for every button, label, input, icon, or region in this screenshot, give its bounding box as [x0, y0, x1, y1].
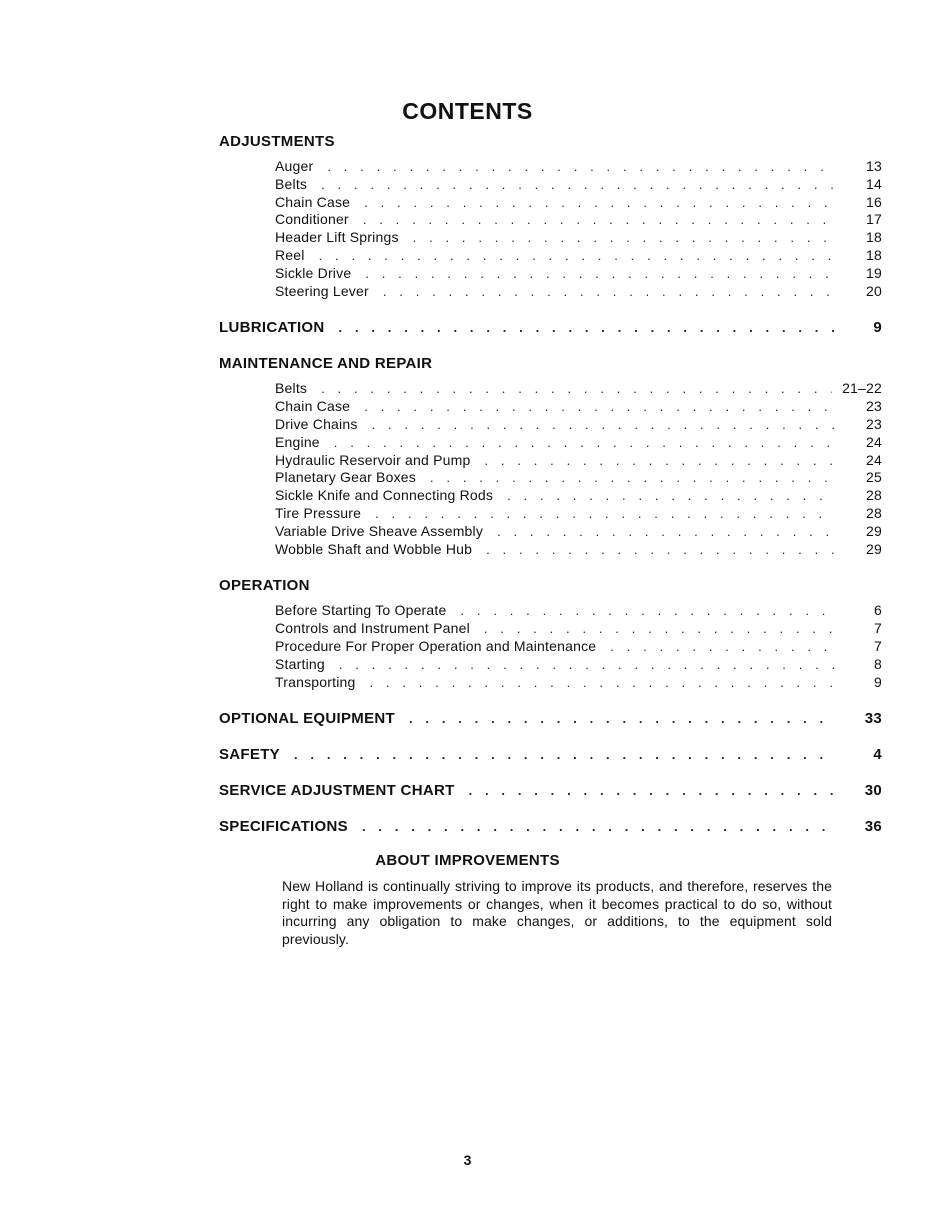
- entry-page: 4: [873, 746, 882, 764]
- section-maintenance-and-repair: [219, 354, 882, 558]
- toc-entry[interactable]: [275, 265, 882, 283]
- toc-entry[interactable]: [275, 523, 882, 541]
- entry-label: Sickle Drive: [275, 264, 352, 281]
- dot-leader: [321, 380, 832, 398]
- toc-entry[interactable]: [275, 211, 882, 229]
- entry-page: 23: [866, 415, 882, 432]
- entry-page: 29: [866, 522, 882, 539]
- dot-leader: [486, 541, 836, 559]
- entry-page: 17: [866, 211, 882, 228]
- entry-label: Transporting: [275, 673, 356, 690]
- dot-leader: [369, 674, 836, 692]
- entry-page: 36: [864, 818, 882, 836]
- entry-label: Variable Drive Sheave Assembly: [275, 522, 484, 539]
- dot-leader: [383, 283, 836, 301]
- entry-page: 20: [866, 282, 882, 299]
- dot-leader: [460, 602, 836, 620]
- dot-leader: [497, 523, 836, 541]
- dot-leader: [364, 398, 836, 416]
- toc-entry[interactable]: [275, 620, 882, 638]
- section-heading: ADJUSTMENTS: [219, 133, 335, 150]
- entry-page: 6: [874, 602, 882, 619]
- section-specifications[interactable]: [219, 817, 882, 837]
- toc-entry[interactable]: [275, 229, 882, 247]
- entry-label: Drive Chains: [275, 415, 358, 432]
- entry-label: Controls and Instrument Panel: [275, 620, 470, 637]
- section-heading: SPECIFICATIONS: [219, 818, 348, 836]
- section-heading: MAINTENANCE AND REPAIR: [219, 355, 433, 373]
- section-optional-equipment[interactable]: [219, 709, 882, 729]
- entry-label: Sickle Knife and Connecting Rods: [275, 487, 494, 504]
- dot-leader: [339, 656, 836, 674]
- entry-page: 23: [866, 398, 882, 415]
- dot-leader: [469, 781, 836, 801]
- entry-page: 21–22: [842, 380, 882, 397]
- entry-label: Reel: [275, 246, 305, 263]
- entry-label: Wobble Shaft and Wobble Hub: [275, 540, 473, 557]
- entry-page: 18: [866, 229, 882, 246]
- entry-page: 28: [866, 487, 882, 504]
- dot-leader: [364, 194, 836, 212]
- entry-page: 24: [866, 451, 882, 468]
- toc-entry[interactable]: [275, 487, 882, 505]
- dot-leader: [409, 709, 836, 729]
- entry-label: Belts: [275, 380, 308, 397]
- toc-entry[interactable]: [275, 638, 882, 656]
- dot-leader: [327, 158, 836, 176]
- section-safety[interactable]: [219, 745, 882, 765]
- toc-entry[interactable]: [275, 176, 882, 194]
- section-heading: OPTIONAL EQUIPMENT: [219, 710, 395, 728]
- dot-leader: [362, 817, 836, 837]
- entry-page: 16: [866, 193, 882, 210]
- entry-list: [219, 602, 882, 691]
- about-improvements-heading: ABOUT IMPROVEMENTS: [375, 852, 560, 869]
- page-title: CONTENTS: [402, 98, 533, 124]
- dot-leader: [484, 452, 836, 470]
- entry-page: 9: [874, 673, 882, 690]
- entry-label: Auger: [275, 158, 314, 174]
- entry-label: Procedure For Proper Operation and Maintenance: [275, 637, 597, 654]
- entry-page: 13: [866, 158, 882, 174]
- dot-leader: [610, 638, 836, 656]
- entry-label: Header Lift Springs: [275, 229, 399, 246]
- entry-label: Steering Lever: [275, 282, 369, 299]
- dot-leader: [363, 211, 836, 229]
- toc-entry[interactable]: [275, 505, 882, 523]
- section-service-adjustment-chart[interactable]: [219, 781, 882, 801]
- entry-label: Engine: [275, 433, 320, 450]
- dot-leader: [484, 620, 836, 638]
- toc-entry[interactable]: [275, 398, 882, 416]
- toc-entry[interactable]: [275, 656, 882, 674]
- section-heading: OPERATION: [219, 577, 310, 595]
- section-operation: [219, 576, 882, 691]
- about-improvements-text: New Holland is continually striving to improve its products, and therefore, reserves the right to make improvements or changes, when it becomes practical to do so, without incurring any obligation to make changes, or additions, to the equipment sold previously.: [282, 878, 832, 947]
- dot-leader: [507, 487, 836, 505]
- dot-leader: [365, 265, 836, 283]
- entry-page: 8: [874, 655, 882, 672]
- entry-list: [219, 380, 882, 558]
- section-adjustments: [219, 132, 882, 300]
- dot-leader: [339, 318, 836, 338]
- page-number: 3: [463, 1152, 472, 1168]
- toc-entry[interactable]: [275, 158, 882, 176]
- entry-label: Hydraulic Reservoir and Pump: [275, 451, 471, 468]
- dot-leader: [321, 176, 836, 194]
- entry-label: Tire Pressure: [275, 504, 362, 521]
- dot-leader: [319, 247, 836, 265]
- toc-entry[interactable]: [275, 602, 882, 620]
- toc-entry[interactable]: [275, 434, 882, 452]
- dot-leader: [294, 745, 836, 765]
- section-heading: SERVICE ADJUSTMENT CHART: [219, 782, 455, 800]
- toc-entry[interactable]: [275, 674, 882, 692]
- dot-leader: [430, 469, 836, 487]
- entry-label: Before Starting To Operate: [275, 602, 447, 619]
- toc-entry[interactable]: [275, 283, 882, 301]
- entry-label: Conditioner: [275, 211, 349, 228]
- section-heading: SAFETY: [219, 746, 280, 764]
- entry-page: 9: [873, 319, 882, 337]
- section-heading: LUBRICATION: [219, 319, 325, 337]
- toc-entry[interactable]: [275, 541, 882, 559]
- dot-leader: [372, 416, 836, 434]
- toc-entry[interactable]: [275, 194, 882, 212]
- table-of-contents: [219, 132, 882, 837]
- toc-entry[interactable]: [275, 416, 882, 434]
- toc-entry[interactable]: [275, 469, 882, 487]
- entry-page: 7: [874, 620, 882, 637]
- entry-page: 29: [866, 540, 882, 557]
- entry-page: 14: [866, 175, 882, 192]
- toc-entry[interactable]: [275, 247, 882, 265]
- entry-label: Belts: [275, 175, 308, 192]
- entry-page: 33: [864, 710, 882, 728]
- toc-entry[interactable]: [275, 380, 882, 398]
- section-lubrication[interactable]: [219, 318, 882, 338]
- entry-page: 28: [866, 504, 882, 521]
- dot-leader: [413, 229, 836, 247]
- entry-page: 19: [866, 264, 882, 281]
- entry-list: [219, 158, 882, 300]
- dot-leader: [334, 434, 836, 452]
- entry-page: 30: [864, 782, 882, 800]
- toc-entry[interactable]: [275, 452, 882, 470]
- entry-label: Chain Case: [275, 398, 351, 415]
- entry-label: Planetary Gear Boxes: [275, 469, 416, 486]
- entry-page: 18: [866, 246, 882, 263]
- entry-page: 24: [866, 433, 882, 450]
- entry-page: 7: [874, 637, 882, 654]
- entry-page: 25: [866, 469, 882, 486]
- dot-leader: [375, 505, 836, 523]
- entry-label: Starting: [275, 655, 325, 672]
- entry-label: Chain Case: [275, 193, 351, 210]
